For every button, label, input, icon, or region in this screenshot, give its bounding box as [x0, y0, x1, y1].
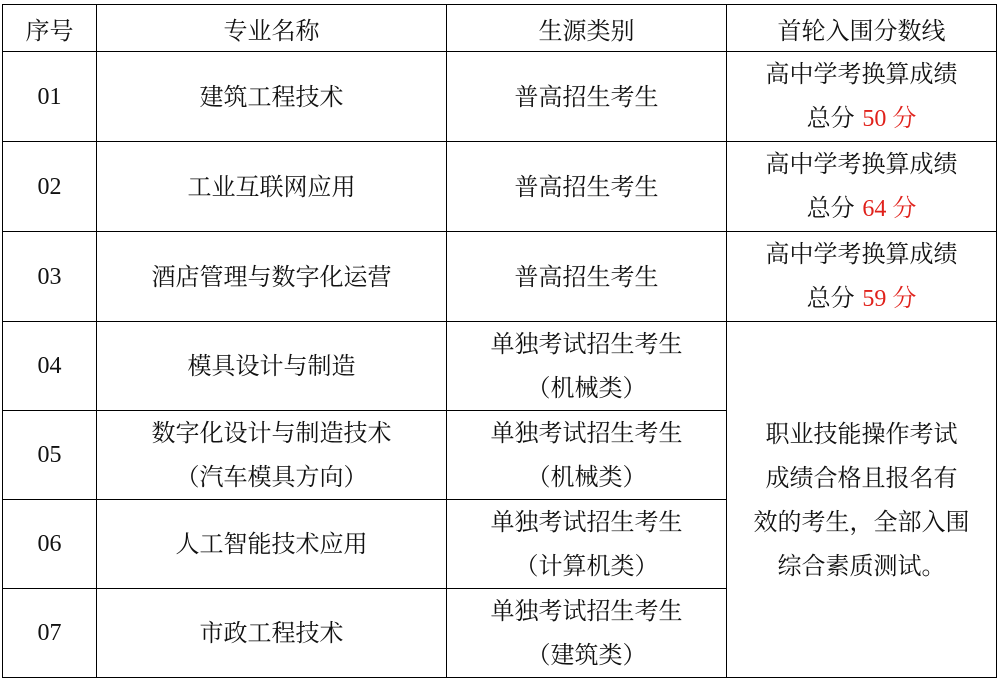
row-major: 人工智能技术应用 — [97, 500, 447, 589]
source-line: 单独考试招生考生 — [490, 597, 683, 625]
source-category: （建筑类） — [526, 641, 647, 669]
row-score — [727, 142, 997, 232]
row-seq: 03 — [3, 232, 97, 322]
row-major: 模具设计与制造 — [97, 322, 447, 411]
row-seq: 06 — [3, 500, 97, 589]
row-major: 工业互联网应用 — [97, 142, 447, 232]
row-seq: 02 — [3, 142, 97, 232]
row-major: 酒店管理与数字化运营 — [97, 232, 447, 322]
header-source: 生源类别 — [447, 5, 727, 52]
score-value: 50 分 — [862, 106, 917, 132]
row-major — [97, 411, 447, 500]
header-major: 专业名称 — [97, 5, 447, 52]
score-text: 高中学考换算成绩 — [765, 150, 958, 178]
score-prefix: 总分 — [806, 194, 855, 222]
source-line: 单独考试招生考生 — [490, 508, 683, 536]
score-value: 59 分 — [862, 286, 917, 312]
source-category: （机械类） — [526, 374, 647, 402]
row-score — [727, 232, 997, 322]
note-line: 效的考生，全部入围 — [753, 507, 970, 536]
row-major: 市政工程技术 — [97, 589, 447, 678]
row-source — [447, 322, 727, 411]
row-seq: 07 — [3, 589, 97, 678]
row-source: 普高招生考生 — [447, 52, 727, 142]
row-source — [447, 411, 727, 500]
source-category: （机械类） — [526, 463, 647, 491]
table-row — [3, 52, 997, 142]
row-major: 建筑工程技术 — [97, 52, 447, 142]
note-line: 成绩合格且报名有 — [765, 463, 958, 492]
source-line: 单独考试招生考生 — [490, 330, 683, 358]
table-row — [3, 142, 997, 232]
row-score — [727, 52, 997, 142]
score-prefix: 总分 — [806, 104, 855, 132]
table-row — [3, 322, 997, 411]
row-source: 普高招生考生 — [447, 232, 727, 322]
score-value: 64 分 — [862, 196, 917, 222]
row-seq: 05 — [3, 411, 97, 500]
major-direction: （汽车模具方向） — [175, 463, 368, 491]
score-text: 高中学考换算成绩 — [765, 60, 958, 88]
row-source — [447, 589, 727, 678]
source-category: （计算机类） — [514, 552, 659, 580]
admission-score-table — [2, 4, 997, 678]
merged-score-note — [727, 322, 997, 678]
note-line: 职业技能操作考试 — [765, 419, 958, 448]
major-line: 数字化设计与制造技术 — [151, 419, 392, 447]
table-row — [3, 232, 997, 322]
row-seq: 04 — [3, 322, 97, 411]
note-line: 综合素质测试。 — [777, 551, 946, 580]
row-source — [447, 500, 727, 589]
table-header-row — [3, 5, 997, 52]
header-score-line: 首轮入围分数线 — [727, 5, 997, 52]
row-source: 普高招生考生 — [447, 142, 727, 232]
row-seq: 01 — [3, 52, 97, 142]
header-seq: 序号 — [3, 5, 97, 52]
source-line: 单独考试招生考生 — [490, 419, 683, 447]
score-prefix: 总分 — [806, 284, 855, 312]
score-text: 高中学考换算成绩 — [765, 240, 958, 268]
